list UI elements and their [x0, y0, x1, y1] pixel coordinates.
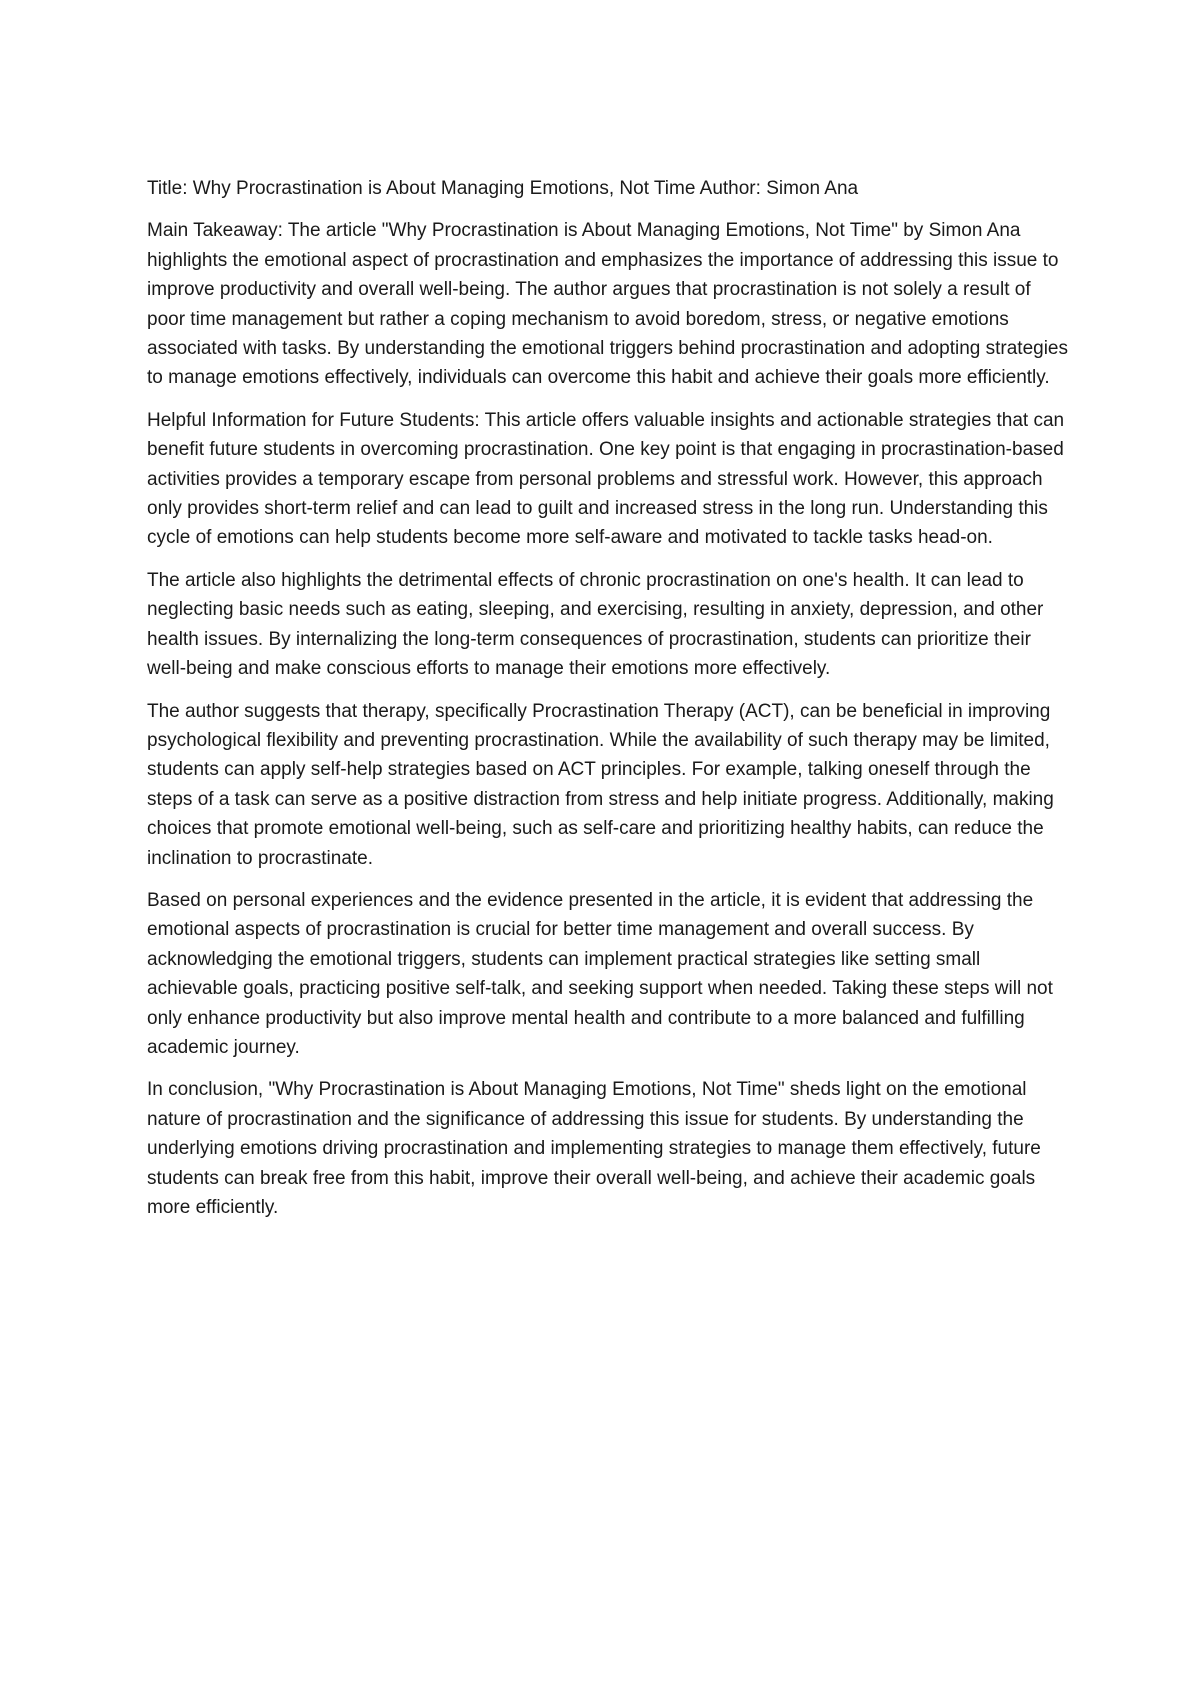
therapy-paragraph: The author suggests that therapy, specifically Procrastination Therapy (ACT), can be beneficial in improving psychological flexibility and preventing procrastination. While the availability of such therapy may be limited, students can apply self-help strategies based on ACT principles. For example, talking oneself through the steps of a task can serve as a positive distraction from stress and help initiate progress. Additionally, making choices that promote emotional well-being, such as self-care and prioritizing healthy habits, can reduce the inclination to procrastinate. — [147, 700, 1054, 869]
conclusion-paragraph: In conclusion, "Why Procrastination is About Managing Emotions, Not Time" sheds light on the emotional nature of procrastination and the significance of addressing this issue for students. By understanding the underlying emotions driving procrastination and implementing strategies to manage them effectively, future students can break free from this habit, improve their overall well-being, and achieve their academic goals more efficiently. — [147, 1079, 1041, 1218]
title-line: Title: Why Procrastination is About Managing Emotions, Not Time Author: Simon Ana — [147, 178, 859, 199]
main-takeaway-paragraph: Main Takeaway: The article "Why Procrastination is About Managing Emotions, Not Time" by Simon Ana highlights the emotional aspect of procrastination and emphasizes the importance of addressing this issue to improve productivity and overall well-being. The author argues that procrastination is not solely a result of poor time management but rather a coping mechanism to avoid boredom, stress, or negative emotions associated with tasks. By understanding the emotional triggers behind procrastination and adopting strategies to manage emotions effectively, individuals can overcome this habit and achieve their goals more efficiently. — [147, 220, 1068, 389]
helpful-information-paragraph: Helpful Information for Future Students: This article offers valuable insights and actionable strategies that can benefit future students in overcoming procrastination. One key point is that engaging in procrastination-based activities provides a temporary escape from personal problems and stressful work. However, this approach only provides short-term relief and can lead to guilt and increased stress in the long run. Understanding this cycle of emotions can help students become more self-aware and motivated to tackle tasks head-on. — [147, 409, 1065, 549]
document-body — [147, 174, 1072, 1235]
personal-experience-paragraph: Based on personal experiences and the evidence presented in the article, it is evident that addressing the emotional aspects of procrastination is crucial for better time management and overall success. By acknowledging the emotional triggers, students can implement practical strategies like setting small achievable goals, practicing positive self-talk, and seeking support when needed. Taking these steps will not only enhance productivity but also improve mental health and contribute to a more balanced and fulfilling academic journey. — [147, 889, 1053, 1058]
health-effects-paragraph: The article also highlights the detrimental effects of chronic procrastination on one's health. It can lead to neglecting basic needs such as eating, sleeping, and exercising, resulting in anxiety, depression, and other health issues. By internalizing the long-term consequences of procrastination, students can prioritize their well-being and make conscious efforts to manage their emotions more effectively. — [147, 569, 1044, 680]
